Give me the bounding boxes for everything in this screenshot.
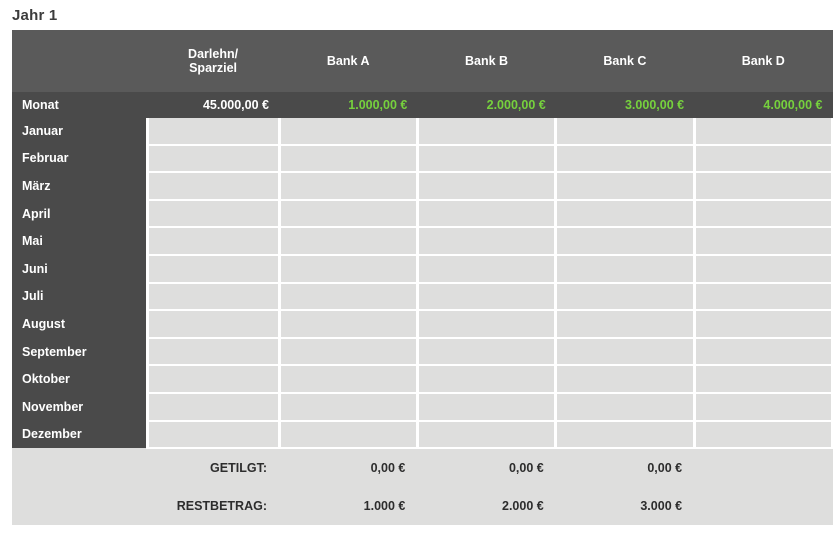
month-label: Januar <box>12 118 147 145</box>
month-goal-cell[interactable] <box>147 338 279 366</box>
table-row <box>12 172 833 200</box>
footer-getilgt-bank-b: 0,00 € <box>417 448 555 487</box>
month-goal-cell[interactable] <box>147 393 279 421</box>
month-goal-cell[interactable] <box>147 227 279 255</box>
month-bank-c-cell[interactable] <box>556 145 694 173</box>
table-row <box>12 145 833 173</box>
month-bank-d-cell[interactable] <box>694 393 832 421</box>
footer-restbetrag-bank-a: 1.000 € <box>279 487 417 525</box>
month-bank-c-cell[interactable] <box>556 421 694 449</box>
header-cell-bank-d: Bank D <box>694 30 832 92</box>
table-row <box>12 393 833 421</box>
footer-spacer <box>12 448 147 487</box>
table-row <box>12 338 833 366</box>
footer-restbetrag-bank-c: 3.000 € <box>556 487 694 525</box>
month-goal-cell[interactable] <box>147 200 279 228</box>
month-bank-b-cell[interactable] <box>417 145 555 173</box>
month-bank-d-cell[interactable] <box>694 200 832 228</box>
table-row <box>12 421 833 449</box>
month-bank-b-cell[interactable] <box>417 283 555 311</box>
month-label: Juli <box>12 283 147 311</box>
month-goal-cell[interactable] <box>147 255 279 283</box>
header-cell-goal <box>147 30 279 92</box>
month-bank-c-cell[interactable] <box>556 283 694 311</box>
header-cell-bank-a: Bank A <box>279 30 417 92</box>
month-bank-d-cell[interactable] <box>694 145 832 173</box>
month-label: September <box>12 338 147 366</box>
month-bank-c-cell[interactable] <box>556 255 694 283</box>
month-bank-d-cell[interactable] <box>694 365 832 393</box>
footer-row-restbetrag <box>12 487 833 525</box>
month-label: Dezember <box>12 421 147 449</box>
month-bank-b-cell[interactable] <box>417 227 555 255</box>
month-label: Mai <box>12 227 147 255</box>
month-label: Februar <box>12 145 147 173</box>
month-bank-d-cell[interactable] <box>694 338 832 366</box>
month-bank-b-cell[interactable] <box>417 310 555 338</box>
footer-label-getilgt: GETILGT: <box>147 448 279 487</box>
summary-bank-b: 2.000,00 € <box>417 92 555 118</box>
month-bank-c-cell[interactable] <box>556 393 694 421</box>
month-bank-a-cell[interactable] <box>279 227 417 255</box>
month-bank-c-cell[interactable] <box>556 365 694 393</box>
month-label: November <box>12 393 147 421</box>
month-bank-d-cell[interactable] <box>694 310 832 338</box>
month-bank-b-cell[interactable] <box>417 365 555 393</box>
month-bank-a-cell[interactable] <box>279 172 417 200</box>
month-label: Oktober <box>12 365 147 393</box>
table-row <box>12 310 833 338</box>
header-cell-month <box>12 30 147 92</box>
month-bank-b-cell[interactable] <box>417 255 555 283</box>
table-row <box>12 255 833 283</box>
month-bank-b-cell[interactable] <box>417 200 555 228</box>
savings-plan-table <box>12 30 834 525</box>
month-goal-cell[interactable] <box>147 310 279 338</box>
month-bank-b-cell[interactable] <box>417 118 555 145</box>
month-bank-b-cell[interactable] <box>417 172 555 200</box>
month-bank-c-cell[interactable] <box>556 310 694 338</box>
table-row <box>12 365 833 393</box>
month-bank-d-cell[interactable] <box>694 283 832 311</box>
table-row <box>12 200 833 228</box>
month-bank-a-cell[interactable] <box>279 365 417 393</box>
footer-getilgt-bank-a: 0,00 € <box>279 448 417 487</box>
month-bank-d-cell[interactable] <box>694 118 832 145</box>
table-row <box>12 283 833 311</box>
month-bank-d-cell[interactable] <box>694 172 832 200</box>
month-bank-a-cell[interactable] <box>279 338 417 366</box>
month-bank-c-cell[interactable] <box>556 172 694 200</box>
month-label: März <box>12 172 147 200</box>
month-bank-d-cell[interactable] <box>694 255 832 283</box>
month-bank-a-cell[interactable] <box>279 118 417 145</box>
month-bank-a-cell[interactable] <box>279 421 417 449</box>
month-label: April <box>12 200 147 228</box>
month-goal-cell[interactable] <box>147 421 279 449</box>
summary-bank-d: 4.000,00 € <box>694 92 832 118</box>
month-bank-a-cell[interactable] <box>279 310 417 338</box>
month-bank-a-cell[interactable] <box>279 283 417 311</box>
month-label: Juni <box>12 255 147 283</box>
footer-getilgt-bank-d <box>694 448 832 487</box>
month-bank-c-cell[interactable] <box>556 338 694 366</box>
header-goal-line2: Sparziel <box>189 61 238 75</box>
month-goal-cell[interactable] <box>147 283 279 311</box>
month-label: August <box>12 310 147 338</box>
summary-bank-c: 3.000,00 € <box>556 92 694 118</box>
footer-row-getilgt <box>12 448 833 487</box>
table-scroll-viewport[interactable] <box>12 30 823 545</box>
footer-getilgt-bank-c: 0,00 € <box>556 448 694 487</box>
table-row <box>12 118 833 145</box>
month-bank-a-cell[interactable] <box>279 145 417 173</box>
month-bank-b-cell[interactable] <box>417 393 555 421</box>
month-goal-cell[interactable] <box>147 365 279 393</box>
summary-row <box>12 92 833 118</box>
month-bank-c-cell[interactable] <box>556 227 694 255</box>
page-title: Jahr 1 <box>12 7 58 24</box>
table-row <box>12 227 833 255</box>
month-bank-a-cell[interactable] <box>279 393 417 421</box>
month-bank-b-cell[interactable] <box>417 421 555 449</box>
month-goal-cell[interactable] <box>147 118 279 145</box>
footer-restbetrag-bank-b: 2.000 € <box>417 487 555 525</box>
summary-label: Monat <box>12 92 147 118</box>
summary-bank-a: 1.000,00 € <box>279 92 417 118</box>
month-bank-c-cell[interactable] <box>556 118 694 145</box>
month-bank-d-cell[interactable] <box>694 227 832 255</box>
header-cell-bank-c: Bank C <box>556 30 694 92</box>
month-goal-cell[interactable] <box>147 172 279 200</box>
footer-spacer <box>12 487 147 525</box>
footer-label-restbetrag: RESTBETRAG: <box>147 487 279 525</box>
table-header-row <box>12 30 833 92</box>
footer-restbetrag-bank-d <box>694 487 832 525</box>
month-bank-b-cell[interactable] <box>417 338 555 366</box>
month-bank-c-cell[interactable] <box>556 200 694 228</box>
month-goal-cell[interactable] <box>147 145 279 173</box>
header-goal-line1: Darlehn/ <box>188 47 239 61</box>
summary-goal-total: 45.000,00 € <box>147 92 279 118</box>
header-cell-bank-b: Bank B <box>417 30 555 92</box>
month-bank-a-cell[interactable] <box>279 255 417 283</box>
month-bank-d-cell[interactable] <box>694 421 832 449</box>
month-bank-a-cell[interactable] <box>279 200 417 228</box>
